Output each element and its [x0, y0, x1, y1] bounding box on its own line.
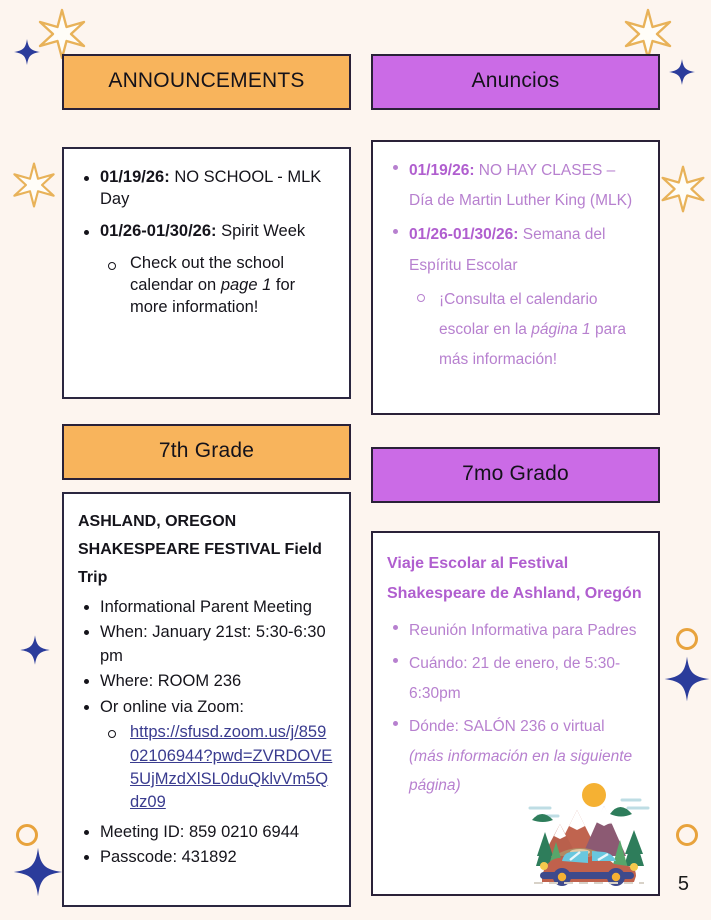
- list-item: [78, 596, 333, 619]
- four-point-sparkle-icon: [663, 655, 711, 703]
- english-column: [62, 54, 351, 907]
- announcements-list-en: [78, 167, 333, 319]
- list-item-sub: [104, 253, 333, 319]
- list-item: [78, 221, 333, 243]
- six-point-star-icon: [657, 163, 709, 215]
- field-trip-list-en: [78, 596, 333, 870]
- four-point-sparkle-icon: [667, 57, 697, 87]
- where-label-italic: (más información en la siguiente página): [409, 747, 633, 794]
- calendar-note-pre: ¡Consulta el calendario escolar en la: [439, 290, 598, 339]
- list-item: [78, 846, 333, 869]
- announcement-text: NO HAY CLASES – Día de Martin Luther King (MLK): [409, 162, 633, 210]
- announcement-text: Semana del Espíritu Escolar: [409, 226, 606, 274]
- list-item-sub: [104, 721, 333, 815]
- grade-banner-en: 7th Grade: [62, 424, 351, 480]
- list-item: [78, 621, 333, 668]
- ring-circle-icon: [676, 824, 698, 846]
- list-item: [387, 156, 642, 216]
- list-item: [78, 821, 333, 844]
- announcement-date: 01/19/26:: [409, 162, 475, 179]
- announcements-box-en: [62, 147, 351, 399]
- announcement-date: 01/26-01/30/26:: [100, 221, 217, 240]
- list-item: [387, 616, 642, 645]
- four-point-sparkle-icon: [12, 846, 64, 898]
- list-item-sub: [413, 285, 642, 376]
- list-item-label: Where: ROOM 236: [100, 672, 242, 691]
- list-item-label: Or online via Zoom:: [100, 697, 244, 716]
- list-item: [78, 167, 333, 211]
- announcements-banner-en: ANNOUNCEMENTS: [62, 54, 351, 110]
- announcement-date: 01/26-01/30/26:: [409, 226, 519, 244]
- announcements-list-es: [387, 156, 642, 376]
- field-trip-title-en: ASHLAND, OREGON SHAKESPEARE FESTIVAL Field Trip: [78, 513, 322, 586]
- list-item-label: Informational Parent Meeting: [100, 598, 312, 616]
- announcement-date: 01/19/26:: [100, 168, 170, 186]
- field-trip-title-es: Viaje Escolar al Festival Shakespeare de Ashland, Oregón: [387, 555, 642, 603]
- field-trip-list-es: [387, 616, 642, 801]
- list-item: [387, 649, 642, 708]
- announcement-text: Spirit Week: [216, 221, 306, 240]
- four-point-sparkle-icon: [12, 37, 42, 67]
- passcode-label: Passcode: 431892: [100, 848, 237, 867]
- meeting-id-label: Meeting ID: 859 0210 6944: [100, 822, 300, 841]
- calendar-note-page: página 1: [531, 321, 591, 339]
- list-item-label: Reunión Informativa para Padres: [409, 621, 637, 639]
- page-number: 5: [677, 873, 689, 895]
- announcements-box-es: [371, 140, 660, 415]
- list-item-label: When: January 21st: 5:30-6:30 pm: [100, 623, 326, 665]
- calendar-note-post: para más información!: [439, 321, 627, 369]
- list-item: [78, 670, 333, 693]
- zoom-meeting-link[interactable]: https://sfusd.zoom.us/j/85902106944?pwd=ZVRDOVE5UjMzdXlSL0duQklvVm5Qdz09: [130, 723, 333, 812]
- ring-circle-icon: [16, 824, 38, 846]
- calendar-note-pre: Check out the school calendar on: [130, 253, 285, 294]
- road-trip-mountains-car-illustration: [524, 778, 654, 886]
- ring-circle-icon: [676, 628, 698, 650]
- announcement-text: NO SCHOOL - MLK Day: [100, 168, 322, 208]
- calendar-note-post: for more information!: [130, 275, 296, 316]
- announcements-banner-es: Anuncios: [371, 54, 660, 110]
- list-item: [78, 696, 333, 719]
- six-point-star-icon: [9, 160, 59, 210]
- where-label-pre: Dónde: SALÓN 236 o virtual: [409, 718, 605, 736]
- grade-banner-es: 7mo Grado: [371, 447, 660, 503]
- calendar-note-page: page 1: [220, 275, 272, 294]
- list-item-label: Cuándo: 21 de enero, de 5:30- 6:30pm: [409, 655, 621, 702]
- four-point-sparkle-icon: [18, 633, 52, 667]
- spanish-column: [371, 54, 660, 896]
- grade-box-en: [62, 492, 351, 907]
- list-item: [387, 220, 642, 280]
